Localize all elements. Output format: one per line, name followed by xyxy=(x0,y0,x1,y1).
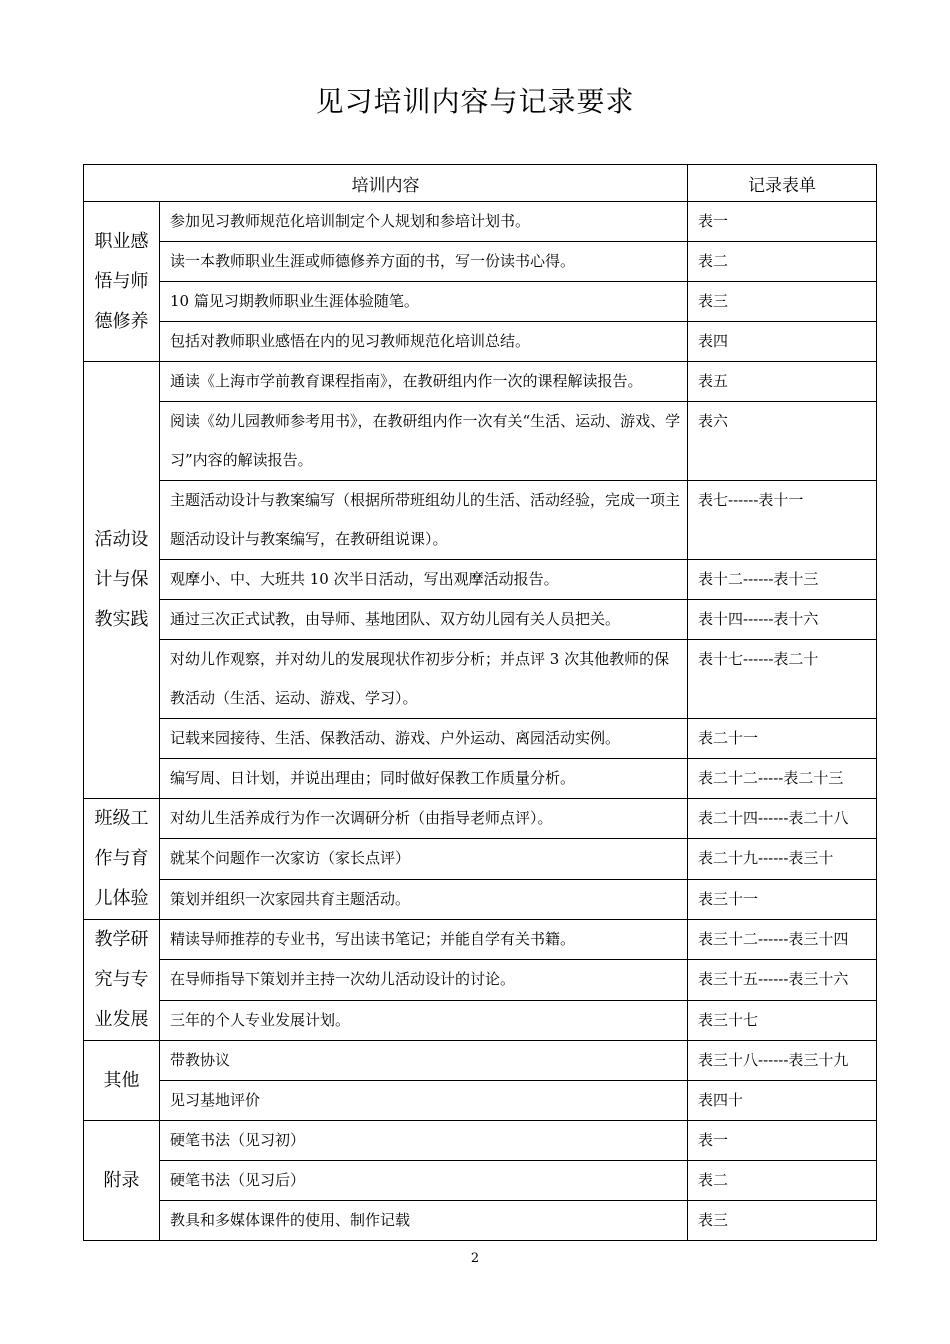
table-body xyxy=(84,202,877,1241)
form-cell: 表六 xyxy=(688,402,877,481)
form-cell: 表二十四------表二十八 xyxy=(688,799,877,839)
form-cell: 表三十一 xyxy=(688,879,877,919)
form-cell: 表一 xyxy=(688,202,877,242)
content-cell: 阅读《幼儿园教师参考用书》，在教研组内作一次有关“生活、运动、游戏、学习”内容的解读报告。 xyxy=(160,402,688,481)
table-row xyxy=(84,799,877,839)
table-row xyxy=(84,481,877,560)
table-row xyxy=(84,242,877,282)
category-cell: 班级工 作与育 儿体验 xyxy=(84,799,160,920)
form-cell: 表三十五------表三十六 xyxy=(688,960,877,1000)
table-row xyxy=(84,560,877,600)
table-row xyxy=(84,362,877,402)
content-cell: 观摩小、中、大班共 10 次半日活动，写出观摩活动报告。 xyxy=(160,560,688,600)
form-cell: 表二 xyxy=(688,242,877,282)
form-cell: 表三十二------表三十四 xyxy=(688,920,877,960)
form-cell: 表四十 xyxy=(688,1081,877,1121)
table-row xyxy=(84,759,877,799)
content-cell: 通读《上海市学前教育课程指南》，在教研组内作一次的课程解读报告。 xyxy=(160,362,688,402)
content-cell: 读一本教师职业生涯或师德修养方面的书，写一份读书心得。 xyxy=(160,242,688,282)
content-cell: 教具和多媒体课件的使用、制作记载 xyxy=(160,1201,688,1241)
table-row xyxy=(84,600,877,640)
table-row xyxy=(84,719,877,759)
table-row xyxy=(84,322,877,362)
form-cell: 表三 xyxy=(688,1201,877,1241)
table-row xyxy=(84,1201,877,1241)
form-cell: 表七------表十一 xyxy=(688,481,877,560)
table-row xyxy=(84,1121,877,1161)
category-cell: 附录 xyxy=(84,1121,160,1241)
content-cell: 就某个问题作一次家访（家长点评） xyxy=(160,839,688,879)
header-form: 记录表单 xyxy=(688,165,877,202)
category-cell: 职业感 悟与师 德修养 xyxy=(84,202,160,362)
table-row xyxy=(84,640,877,719)
content-cell: 见习基地评价 xyxy=(160,1081,688,1121)
form-cell: 表十四------表十六 xyxy=(688,600,877,640)
table-row xyxy=(84,1081,877,1121)
category-cell: 其他 xyxy=(84,1041,160,1121)
table-row xyxy=(84,920,877,960)
table-row xyxy=(84,1161,877,1201)
page-number: 2 xyxy=(470,1251,480,1266)
table-row xyxy=(84,402,877,481)
table-row xyxy=(84,839,877,879)
content-cell: 三年的个人专业发展计划。 xyxy=(160,1000,688,1040)
content-cell: 对幼儿作观察，并对幼儿的发展现状作初步分析；并点评 3 次其他教师的保教活动（生活、运动、游戏、学习）。 xyxy=(160,640,688,719)
form-cell: 表三十七 xyxy=(688,1000,877,1040)
table-row xyxy=(84,282,877,322)
content-cell: 硬笔书法（见习初） xyxy=(160,1121,688,1161)
content-cell: 编写周、日计划，并说出理由；同时做好保教工作质量分析。 xyxy=(160,759,688,799)
table-row xyxy=(84,960,877,1000)
form-cell: 表三 xyxy=(688,282,877,322)
table-row xyxy=(84,202,877,242)
page-title: 见习培训内容与记录要求 xyxy=(315,85,635,118)
content-cell: 在导师指导下策划并主持一次幼儿活动设计的讨论。 xyxy=(160,960,688,1000)
category-cell: 教学研 究与专 业发展 xyxy=(84,920,160,1041)
table-header-row xyxy=(84,165,877,202)
content-cell: 主题活动设计与教案编写（根据所带班组幼儿的生活、活动经验，完成一项主题活动设计与教案编写，在教研组说课）。 xyxy=(160,481,688,560)
content-cell: 策划并组织一次家园共育主题活动。 xyxy=(160,879,688,919)
form-cell: 表二十一 xyxy=(688,719,877,759)
form-cell: 表四 xyxy=(688,322,877,362)
content-cell: 记载来园接待、生活、保教活动、游戏、户外运动、离园活动实例。 xyxy=(160,719,688,759)
form-cell: 表二十二-----表二十三 xyxy=(688,759,877,799)
content-cell: 对幼儿生活养成行为作一次调研分析（由指导老师点评）。 xyxy=(160,799,688,839)
content-cell: 带教协议 xyxy=(160,1041,688,1081)
content-cell: 参加见习教师规范化培训制定个人规划和参培计划书。 xyxy=(160,202,688,242)
content-cell: 10 篇见习期教师职业生涯体验随笔。 xyxy=(160,282,688,322)
category-cell: 活动设 计与保 教实践 xyxy=(84,362,160,799)
header-content: 培训内容 xyxy=(84,165,688,202)
form-cell: 表五 xyxy=(688,362,877,402)
content-cell: 硬笔书法（见习后） xyxy=(160,1161,688,1201)
content-cell: 包括对教师职业感悟在内的见习教师规范化培训总结。 xyxy=(160,322,688,362)
form-cell: 表一 xyxy=(688,1121,877,1161)
training-table xyxy=(83,164,877,1241)
form-cell: 表三十八------表三十九 xyxy=(688,1041,877,1081)
content-cell: 通过三次正式试教，由导师、基地团队、双方幼儿园有关人员把关。 xyxy=(160,600,688,640)
form-cell: 表十七------表二十 xyxy=(688,640,877,719)
table-row xyxy=(84,879,877,919)
form-cell: 表二 xyxy=(688,1161,877,1201)
content-cell: 精读导师推荐的专业书，写出读书笔记；并能自学有关书籍。 xyxy=(160,920,688,960)
table-row xyxy=(84,1000,877,1040)
table-row xyxy=(84,1041,877,1081)
form-cell: 表十二------表十三 xyxy=(688,560,877,600)
form-cell: 表二十九------表三十 xyxy=(688,839,877,879)
